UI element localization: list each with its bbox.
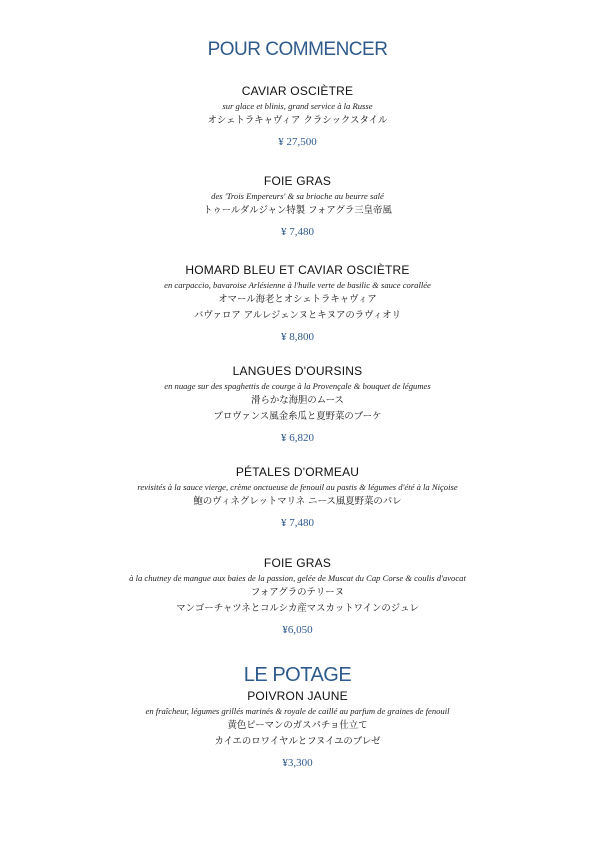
dish-price: ¥ 8,800 — [281, 331, 314, 343]
dish-japanese-line: マンゴーチャツネとコルシカ産マスカットワインのジュレ — [176, 603, 419, 614]
dish-price: ¥ 7,480 — [281, 226, 314, 238]
dish-japanese-line: バヴァロア アルレジェンヌとキヌアのラヴィオリ — [193, 310, 402, 321]
dish-japanese-line: プロヴァンス風金糸瓜と夏野菜のブーケ — [213, 411, 382, 422]
dish-foie-gras-1 — [0, 173, 595, 239]
dish-foie-gras-2 — [0, 555, 595, 637]
dish-price: ¥ 27,500 — [278, 136, 317, 148]
dish-name: FOIE GRAS — [263, 174, 332, 188]
dish-description: en fraîcheur, légumes grillés marinés & royale de caillé au parfum de graines de fenouil — [145, 706, 450, 716]
dish-price: ¥3,300 — [282, 757, 313, 769]
dish-japanese-line: トゥールダルジャン特製 フォアグラ三皇帝風 — [203, 205, 392, 216]
dish-japanese-line: オシェトラキャヴィア クラシックスタイル — [207, 115, 388, 126]
dish-name: FOIE GRAS — [263, 556, 332, 570]
dish-name: LANGUES D'OURSINS — [232, 364, 363, 378]
dish-description: en carpaccio, bavaroise Arlésienne à l'huile verte de basilic & sauce corallée — [164, 280, 431, 290]
dish-description: à la chutney de mangue aux baies de la passion, gelée de Muscat du Cap Corse & coulis d'avocat — [129, 573, 466, 583]
dish-poivron-jaune — [0, 688, 595, 770]
dish-caviar-osciètre — [0, 83, 595, 149]
section-title-le-potage: LE POTAGE — [243, 664, 352, 686]
dish-description: des 'Trois Empereurs' & sa brioche au beurre salé — [211, 191, 384, 201]
dish-japanese-line: 滑らかな海胆のムース — [251, 395, 344, 406]
dish-name: POIVRON JAUNE — [247, 689, 348, 703]
dish-japanese-line: 鮑のヴィネグレットマリネ ニース風夏野菜のパレ — [193, 496, 402, 507]
dish-price: ¥ 6,820 — [281, 432, 314, 444]
dish-price: ¥6,050 — [282, 624, 313, 636]
dish-description: sur glace et blinis, grand service à la Russe — [222, 101, 373, 111]
dish-japanese-line: フォアグラのテリーヌ — [251, 587, 344, 598]
dish-petales-dormeau — [0, 464, 595, 530]
dish-japanese-line: カイエのロワイヤルとフヌイユのブレゼ — [214, 736, 381, 747]
dish-price: ¥ 7,480 — [281, 517, 314, 529]
dish-name: CAVIAR OSCIÈTRE — [241, 84, 354, 98]
dish-description: revisités à la sauce vierge, crème onctueuse de fenouil au pastis & légumes d'été à la Niçoise — [137, 482, 458, 492]
section-title-pour-commencer: POUR COMMENCER — [207, 39, 388, 60]
dish-homard-bleu — [0, 262, 595, 344]
dish-langues-doursins — [0, 363, 595, 445]
dish-name: HOMARD BLEU ET CAVIAR OSCIÈTRE — [185, 263, 410, 277]
dish-japanese-line: オマール海老とオシェトラキャヴィア — [218, 294, 377, 305]
dish-name: PÉTALES D'ORMEAU — [235, 465, 360, 479]
dish-description: en nuage sur des spaghettis de courge à la Provençale & bouquet de légumes — [164, 381, 431, 391]
dish-japanese-line: 黄色ピーマンのガスパチョ仕立て — [227, 720, 368, 731]
